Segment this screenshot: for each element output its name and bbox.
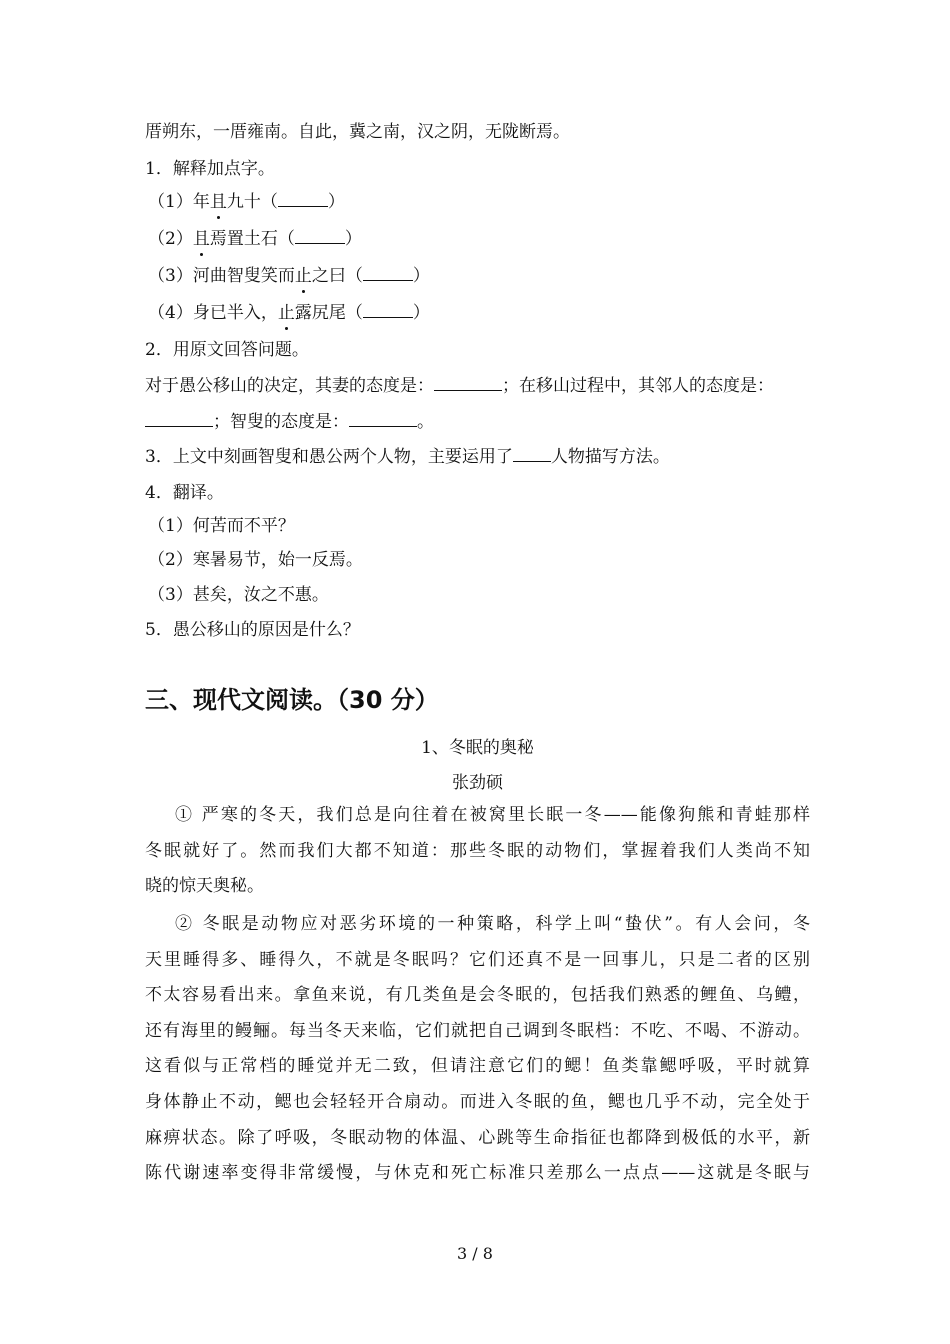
dotted-character: 止 (294, 266, 312, 286)
answer-blank[interactable] (434, 374, 502, 391)
question-1-item: （2）且焉置土石（ ） (148, 229, 362, 249)
question-1-item: （1）年且九十（ ） (148, 192, 345, 212)
article-author: 张劲硕 (452, 773, 503, 793)
question-2-line: 对于愚公移山的决定，其妻的态度是： ；在移山过程中，其邻人的态度是： (145, 376, 774, 396)
question-4-item: （2）寒暑易节，始一反焉。 (148, 550, 363, 570)
paragraph-line: 还有海里的鳗鲡。每当冬天来临，它们就把自己调到冬眠档：不吃、不喝、不游动。 (145, 1020, 810, 1041)
paragraph-line: 不太容易看出来。拿鱼来说，有几类鱼是会冬眠的，包括我们熟悉的鲤鱼、乌鳢， (145, 985, 810, 1006)
question-1-title: 1．解释加点字。 (145, 159, 275, 179)
paragraph-line: 晓的惊天奥秘。 (145, 876, 264, 897)
question-4-title: 4．翻译。 (145, 483, 224, 503)
classical-text-tail: 厝朔东，一厝雍南。自此，冀之南，汉之阴，无陇断焉。 (145, 122, 570, 142)
paragraph-line: 身体静止不动，鳃也会轻轻开合扇动。而进入冬眠的鱼，鳃也几乎不动，完全处于 (145, 1091, 810, 1112)
paragraph-line: 冬眠就好了。然而我们大都不知道：那些冬眠的动物们，掌握着我们人类尚不知 (145, 840, 810, 861)
dotted-character: 且 (192, 229, 210, 249)
paragraph-2 (145, 907, 810, 1192)
article-title: 1、冬眠的奥秘 (421, 738, 534, 758)
paragraph-1 (145, 798, 810, 905)
paragraph-line: ① 严寒的冬天，我们总是向往着在被窝里长眠一冬——能像狗熊和青蛙那样 (175, 805, 810, 825)
dotted-character: 且 (209, 192, 227, 212)
answer-blank[interactable] (278, 190, 328, 207)
answer-blank[interactable] (513, 445, 551, 462)
question-3: 3．上文中刻画智叟和愚公两个人物，主要运用了 人物描写方法。 (145, 447, 670, 467)
question-4-item: （1）何苦而不平？ (148, 516, 295, 536)
dotted-character: 止 (277, 303, 295, 323)
answer-blank[interactable] (363, 301, 413, 318)
answer-blank[interactable] (295, 227, 345, 244)
question-5-title: 5．愚公移山的原因是什么？ (145, 620, 360, 640)
question-1-item: （3）河曲智叟笑而止之曰（ ） (148, 266, 430, 286)
answer-blank[interactable] (145, 410, 213, 427)
question-2-title: 2．用原文回答问题。 (145, 340, 309, 360)
paragraph-line: 天里睡得多、睡得久，不就是冬眠吗？它们还真不是一回事儿，只是二者的区别 (145, 949, 810, 970)
paragraph-line: 麻痹状态。除了呼吸，冬眠动物的体温、心跳等生命指征也都降到极低的水平，新 (145, 1127, 810, 1148)
section-heading: 三、现代文阅读。（30 分） (145, 686, 439, 714)
paragraph-line: ② 冬眠是动物应对恶劣环境的一种策略，科学上叫“蛰伏”。有人会问，冬 (175, 914, 810, 934)
page-number: 3 / 8 (457, 1244, 493, 1263)
answer-blank[interactable] (349, 410, 417, 427)
paragraph-line: 陈代谢速率变得非常缓慢，与休克和死亡标准只差那么一点点——这就是冬眠与 (145, 1163, 810, 1184)
answer-blank[interactable] (363, 264, 413, 281)
question-4-item: （3）甚矣，汝之不惠。 (148, 585, 329, 605)
question-1-item: （4）身已半入，止露尻尾（ ） (148, 303, 430, 323)
question-2-line: ；智叟的态度是： 。 (145, 410, 810, 434)
paragraph-line: 这看似与正常档的睡觉并无二致，但请注意它们的鳃！鱼类靠鳃呼吸，平时就算 (145, 1056, 810, 1077)
